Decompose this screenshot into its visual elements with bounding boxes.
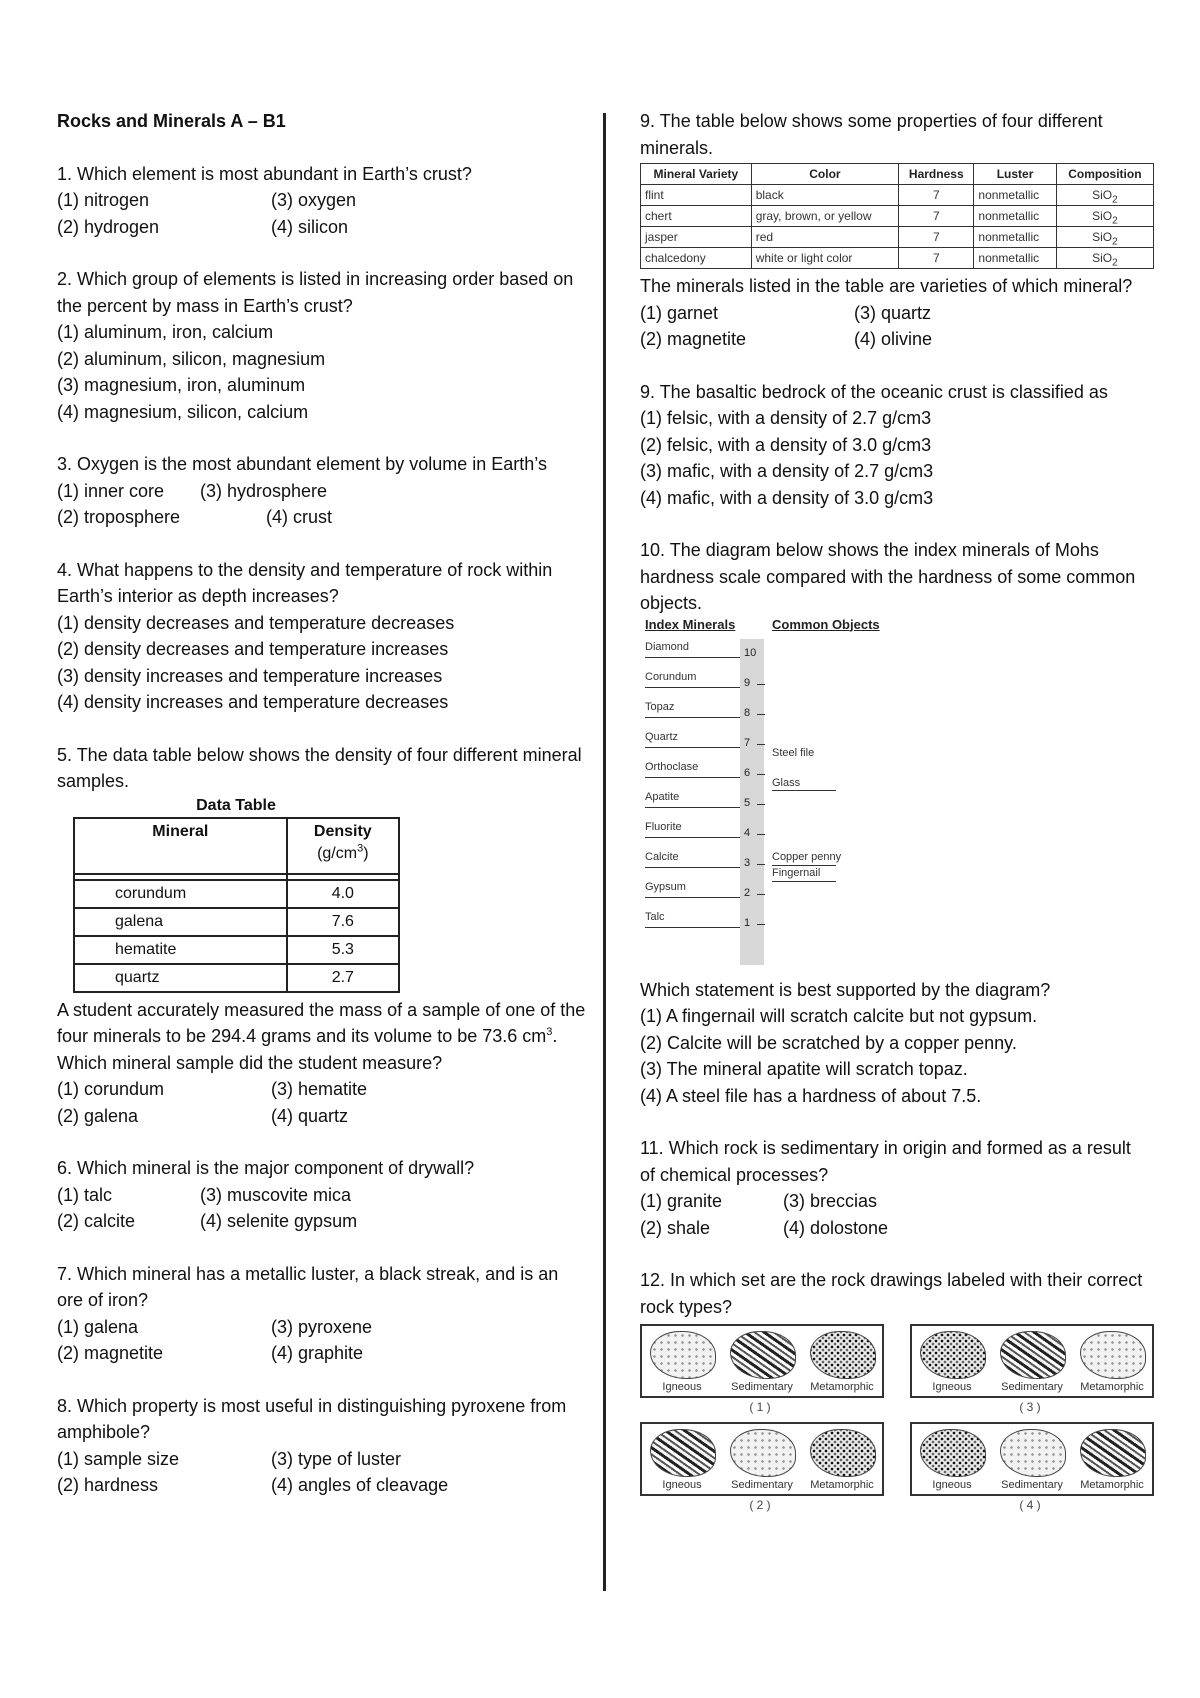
- option: (2) hardness: [57, 1475, 159, 1495]
- option: (1) aluminum, iron, calcium: [57, 322, 274, 342]
- scale-tick: [757, 744, 765, 745]
- rock-label: Metamorphic: [810, 1479, 874, 1491]
- option: (4) angles of cleavage: [271, 1475, 449, 1495]
- question-11: [640, 1135, 1145, 1241]
- object-line: [772, 881, 836, 882]
- header-cell: Luster: [974, 164, 1056, 185]
- rock-set-number: ( 3 ): [1019, 1400, 1041, 1414]
- rock-label: Igneous: [932, 1479, 972, 1491]
- question-text: 10. The diagram below shows the index minerals of Mohs hardness scale compared with the hardness of some common objects.: [640, 540, 1136, 613]
- option: (4) olivine: [854, 329, 933, 349]
- cell-luster: nonmetallic: [974, 185, 1056, 206]
- header-mineral: [74, 818, 287, 874]
- table-row: [641, 248, 1154, 269]
- header-label: Density: [313, 822, 372, 840]
- cell-hardness: 7: [899, 248, 974, 269]
- option: (1) garnet: [640, 302, 719, 323]
- option: (4) dolostone: [783, 1217, 889, 1238]
- rock-drawing: [920, 1429, 986, 1477]
- question-text: 12. In which set are the rock drawings labeled with their correct rock types?: [640, 1270, 1143, 1317]
- rock-drawing: [1000, 1429, 1066, 1477]
- cell-mineral: hematite: [74, 936, 287, 964]
- density-table: [73, 817, 400, 993]
- question-text: 7. Which mineral has a metallic luster, a black streak, and is an ore of iron?: [57, 1263, 559, 1310]
- mineral-line: [645, 927, 740, 928]
- column-divider: [603, 113, 606, 1591]
- rock-label: Metamorphic: [1080, 1381, 1144, 1393]
- question-text: 11. Which rock is sedimentary in origin and formed as a result of chemical processes?: [640, 1138, 1131, 1185]
- cell-composition: SiO$_2$: [1056, 185, 1153, 206]
- scale-number: 4: [744, 826, 751, 839]
- scale-tick: [757, 924, 765, 925]
- cell-density: 7.6: [287, 908, 399, 936]
- rock-drawing: [730, 1331, 796, 1379]
- mineral-line: [645, 867, 740, 868]
- scale-number: 8: [744, 706, 751, 719]
- cell-hardness: 7: [899, 206, 974, 227]
- data-table-caption: Data Table: [196, 796, 276, 814]
- table-row: [74, 936, 399, 964]
- option: (3) hydrosphere: [200, 480, 328, 501]
- option: (3) oxygen: [271, 190, 357, 210]
- question-7: [57, 1261, 587, 1367]
- option: (3) density increases and temperature increases: [57, 665, 443, 686]
- cell-composition: SiO$_2$: [1056, 248, 1153, 269]
- rock-set-2: [640, 1422, 884, 1496]
- header-cell: Mineral Variety: [641, 164, 752, 185]
- mineral-line: [645, 657, 740, 658]
- rock-drawing: [810, 1331, 876, 1379]
- left-column: [57, 108, 587, 1525]
- option: (1) corundum: [57, 1079, 165, 1099]
- mineral-line: [645, 747, 740, 748]
- rock-drawing: [1080, 1331, 1146, 1379]
- cell-mineral: galena: [74, 908, 287, 936]
- option: (3) breccias: [783, 1191, 878, 1211]
- option: (3) magnesium, iron, aluminum: [57, 375, 306, 395]
- scale-number: 5: [744, 796, 751, 809]
- question-text: 9. The table below shows some properties of four different minerals.: [640, 111, 1103, 158]
- rock-label: Metamorphic: [1080, 1479, 1144, 1491]
- option: (4) magnesium, silicon, calcium: [57, 401, 309, 422]
- cell-luster: nonmetallic: [974, 248, 1056, 269]
- option: (2) magnetite: [640, 329, 747, 349]
- scale-number: 1: [744, 916, 751, 929]
- rock-label: Sedimentary: [1001, 1479, 1063, 1491]
- scale-number: 3: [744, 856, 751, 869]
- question-text: 4. What happens to the density and temperature of rock within Earth’s interior as depth increases?: [57, 559, 553, 606]
- mineral-label: Quartz: [645, 730, 679, 743]
- option: (3) pyroxene: [271, 1316, 373, 1337]
- option: (2) galena: [57, 1105, 139, 1126]
- option: (2) aluminum, silicon, magnesium: [57, 348, 326, 369]
- cell-mineral: quartz: [74, 964, 287, 992]
- rock-label: Metamorphic: [810, 1381, 874, 1393]
- cell-hardness: 7: [899, 185, 974, 206]
- option: (3) The mineral apatite will scratch topaz.: [640, 1059, 968, 1079]
- cell-color: gray, brown, or yellow: [751, 206, 898, 227]
- mineral-label: Corundum: [645, 670, 697, 683]
- option: (4) silicon: [271, 216, 349, 237]
- option: (1) inner core: [57, 480, 165, 501]
- option: (1) talc: [57, 1184, 113, 1205]
- object-label: Copper penny: [772, 850, 842, 863]
- scale-number: 7: [744, 736, 751, 749]
- cell-variety: flint: [641, 185, 752, 206]
- option: (1) A fingernail will scratch calcite but not gypsum.: [640, 1006, 1038, 1026]
- cell-density: 4.0: [287, 880, 399, 908]
- scale-tick: [757, 774, 765, 775]
- cell-mineral: corundum: [74, 880, 287, 908]
- question-10: [640, 537, 1145, 1109]
- option: (2) density decreases and temperature increases: [57, 639, 449, 659]
- cell-density: 5.3: [287, 936, 399, 964]
- option: (4) density increases and temperature decreases: [57, 692, 449, 712]
- scale-number: 2: [744, 886, 751, 899]
- rock-drawing: [810, 1429, 876, 1477]
- scale-tick: [757, 684, 765, 685]
- mineral-label: Talc: [645, 910, 665, 923]
- table-row: [641, 185, 1154, 206]
- option: (2) felsic, with a density of 3.0 g/cm3: [640, 434, 932, 455]
- index-minerals-heading: Index Minerals: [645, 616, 736, 632]
- scale-number: 9: [744, 676, 751, 689]
- cell-hardness: 7: [899, 227, 974, 248]
- mineral-line: [645, 777, 740, 778]
- scale-tick: [757, 834, 765, 835]
- rock-label: Sedimentary: [731, 1381, 793, 1393]
- question-text: 3. Oxygen is the most abundant element by volume in Earth’s: [57, 454, 547, 474]
- cell-variety: jasper: [641, 227, 752, 248]
- cell-variety: chert: [641, 206, 752, 227]
- scale-tick: [757, 894, 765, 895]
- option: (1) galena: [57, 1316, 139, 1337]
- option: (1) sample size: [57, 1448, 180, 1469]
- rock-set-number: ( 1 ): [749, 1400, 771, 1414]
- rock-drawings: [640, 1324, 1154, 1519]
- option: (1) granite: [640, 1191, 723, 1211]
- rock-set-1: [640, 1324, 884, 1398]
- mineral-label: Calcite: [645, 850, 679, 863]
- question-followup: The minerals listed in the table are varieties of which mineral?: [640, 276, 1133, 296]
- option: (4) selenite gypsum: [200, 1211, 358, 1231]
- question-text: 2. Which group of elements is listed in increasing order based on the percent by mass in Earth’s crust?: [57, 269, 574, 316]
- option: (2) Calcite will be scratched by a copper penny.: [640, 1032, 1017, 1053]
- question-3: [57, 451, 587, 531]
- mineral-label: Orthoclase: [645, 760, 699, 773]
- object-label: Steel file: [772, 746, 815, 759]
- scale-number: 10: [744, 646, 757, 659]
- rock-drawing: [650, 1331, 716, 1379]
- rock-label: Sedimentary: [731, 1479, 793, 1491]
- cell-color: red: [751, 227, 898, 248]
- question-followup: Which statement is best supported by the diagram?: [640, 979, 1051, 1000]
- question-2: [57, 266, 587, 425]
- question-text: 6. Which mineral is the major component of drywall?: [57, 1158, 475, 1178]
- mineral-properties-table: [640, 163, 1154, 269]
- header-cell: Hardness: [899, 164, 974, 185]
- table-row: [74, 908, 399, 936]
- question-6: [57, 1155, 587, 1235]
- rock-drawing: [1080, 1429, 1146, 1477]
- page-title: Rocks and Minerals A – B1: [57, 111, 286, 131]
- option: (2) magnetite: [57, 1343, 164, 1363]
- cell-composition: SiO$_2$: [1056, 206, 1153, 227]
- object-label: Fingernail: [772, 866, 821, 879]
- mineral-line: [645, 897, 740, 898]
- question-text: 8. Which property is most useful in distinguishing pyroxene from amphibole?: [57, 1395, 567, 1442]
- cell-luster: nonmetallic: [974, 227, 1056, 248]
- header-label: Mineral: [152, 822, 209, 840]
- option: (1) nitrogen: [57, 190, 150, 210]
- mohs-hardness-diagram: [640, 617, 940, 975]
- option: (4) mafic, with a density of 3.0 g/cm3: [640, 487, 934, 508]
- mineral-label: Topaz: [645, 700, 675, 713]
- option: (2) hydrogen: [57, 216, 160, 237]
- question-text: 1. Which element is most abundant in Earth’s crust?: [57, 163, 472, 184]
- option: (4) graphite: [271, 1343, 364, 1363]
- scale-tick: [757, 864, 765, 865]
- option: (1) density decreases and temperature decreases: [57, 612, 455, 633]
- rock-drawing: [1000, 1331, 1066, 1379]
- option: (2) troposphere: [57, 507, 181, 527]
- rock-label: Igneous: [932, 1381, 972, 1393]
- mineral-label: Diamond: [645, 640, 690, 653]
- option: (2) calcite: [57, 1211, 136, 1231]
- question-text: 9. The basaltic bedrock of the oceanic crust is classified as: [640, 381, 1108, 402]
- option: (4) quartz: [271, 1105, 349, 1126]
- mineral-label: Fluorite: [645, 820, 682, 833]
- question-8: [57, 1393, 587, 1499]
- scale-number: 6: [744, 766, 751, 779]
- question-followup: A student accurately measured the mass of a sample of one of the four minerals to be 294.4 grams and its volume to be 73.6 $cm^3$. Which mineral sample did the student measure?: [57, 999, 586, 1073]
- option: (3) hematite: [271, 1079, 368, 1099]
- mineral-line: [645, 807, 740, 808]
- question-12: [640, 1267, 1145, 1519]
- question-5: [57, 742, 587, 1130]
- option: (2) shale: [640, 1217, 711, 1238]
- option: (4) A steel file has a hardness of about 7.5.: [640, 1085, 982, 1106]
- question-9a: [640, 108, 1145, 353]
- table-row: [641, 227, 1154, 248]
- header-cell: Color: [751, 164, 898, 185]
- cell-luster: nonmetallic: [974, 206, 1056, 227]
- rock-set-3: [910, 1324, 1154, 1398]
- scale-tick: [757, 804, 765, 805]
- rock-label: Igneous: [662, 1479, 702, 1491]
- right-column: [640, 108, 1145, 1519]
- mineral-line: [645, 717, 740, 718]
- question-text: 5. The data table below shows the density of four different mineral samples.: [57, 744, 582, 791]
- option: (3) type of luster: [271, 1448, 402, 1469]
- cell-density: 2.7: [287, 964, 399, 992]
- object-line: [772, 790, 836, 791]
- object-label: Glass: [772, 776, 801, 789]
- mineral-label: Apatite: [645, 790, 680, 803]
- mineral-line: [645, 687, 740, 688]
- header-density: [287, 818, 399, 874]
- scale-tick: [757, 714, 765, 715]
- table-row: [74, 964, 399, 992]
- option: (1) felsic, with a density of 2.7 g/cm3: [640, 408, 932, 428]
- cell-color: white or light color: [751, 248, 898, 269]
- option: (3) quartz: [854, 302, 932, 323]
- rock-drawing: [730, 1429, 796, 1477]
- rock-drawing: [920, 1331, 986, 1379]
- question-1: [57, 161, 587, 241]
- unit-label: $(g/cm^3)$: [317, 842, 369, 862]
- rock-label: Sedimentary: [1001, 1381, 1063, 1393]
- option: (4) crust: [266, 507, 333, 527]
- header-cell: Composition: [1056, 164, 1153, 185]
- question-4: [57, 557, 587, 716]
- cell-variety: chalcedony: [641, 248, 752, 269]
- table-row: [641, 206, 1154, 227]
- rock-set-4: [910, 1422, 1154, 1496]
- option: (3) mafic, with a density of 2.7 g/cm3: [640, 461, 934, 481]
- table-row: [74, 880, 399, 908]
- option: (3) muscovite mica: [200, 1184, 352, 1205]
- rock-label: Igneous: [662, 1381, 702, 1393]
- object-line: [772, 865, 836, 866]
- rock-set-number: ( 4 ): [1019, 1498, 1041, 1512]
- rock-drawing: [650, 1429, 716, 1477]
- common-objects-heading: Common Objects: [772, 616, 880, 632]
- cell-composition: SiO$_2$: [1056, 227, 1153, 248]
- question-9b: [640, 379, 1145, 512]
- mineral-label: Gypsum: [645, 880, 686, 893]
- rock-set-number: ( 2 ): [749, 1498, 771, 1512]
- cell-color: black: [751, 185, 898, 206]
- mineral-line: [645, 837, 740, 838]
